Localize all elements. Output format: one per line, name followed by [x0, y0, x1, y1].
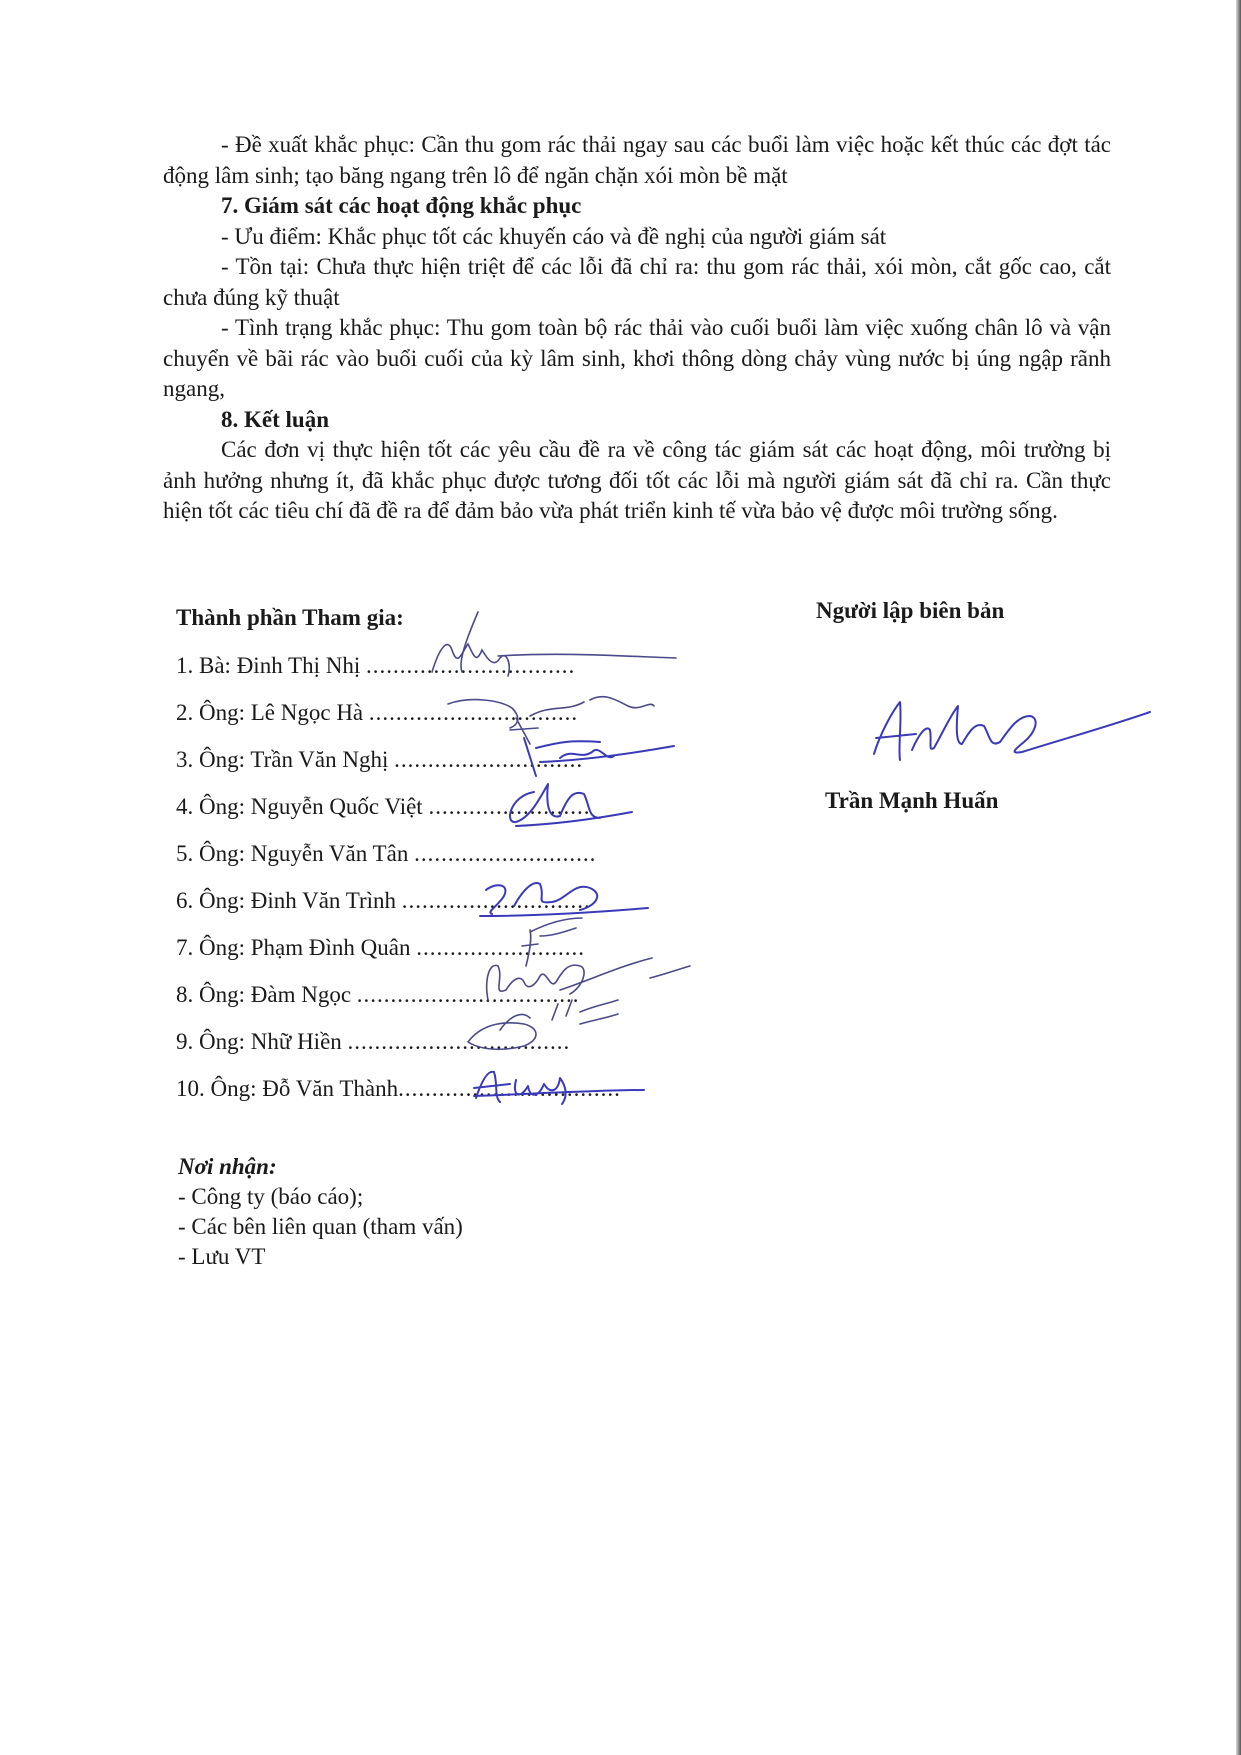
participant-row: [176, 783, 696, 830]
participant-row: [176, 689, 696, 736]
reporter-title: Người lập biên bản: [816, 598, 1005, 623]
participant-row: [176, 736, 696, 783]
participant-row: [176, 1065, 696, 1112]
paragraph-remediation-proposal: - Đề xuất khắc phục: Cần thu gom rác thải ngay sau các buổi làm việc hoặc kết thúc các đợt tác động lâm sinh; tạo băng ngang trên lô để ngăn chặn xói mòn bề mặt: [163, 132, 1111, 188]
signature-line: ...............................: [368, 700, 579, 725]
signature-reporter: [874, 702, 1150, 760]
participant-name: 10. Ông: Đỗ Văn Thành: [176, 1076, 399, 1101]
participants-title: Thành phần Tham gia:: [176, 605, 404, 630]
participant-name: 9. Ông: Nhữ Hiền: [176, 1029, 348, 1054]
scan-edge-shadow: [1236, 0, 1241, 1755]
participant-name: 6. Ông: Đinh Văn Trình: [176, 888, 402, 913]
participant-name: 5. Ông: Nguyễn Văn Tân: [176, 841, 415, 866]
participant-name: 7. Ông: Phạm Đình Quân: [176, 935, 417, 960]
report-body: [163, 130, 1111, 527]
signature-line: ............................: [401, 888, 591, 913]
participant-name: 3. Ông: Trần Văn Nghị: [176, 747, 395, 772]
signature-line: ...............................: [365, 653, 576, 678]
participant-name: 4. Ông: Nguyễn Quốc Việt: [176, 794, 429, 819]
recipient-item: - Công ty (báo cáo);: [178, 1184, 364, 1209]
signature-line: .................................: [398, 1076, 621, 1101]
participant-row: [176, 1018, 696, 1065]
participant-row: [176, 642, 696, 689]
participant-name: 2. Ông: Lê Ngọc Hà: [176, 700, 369, 725]
participant-row: [176, 877, 696, 924]
paragraph-strengths: - Ưu điểm: Khắc phục tốt các khuyến cáo và đề nghị của người giám sát: [221, 223, 887, 249]
participant-name: 8. Ông: Đàm Ngọc: [176, 982, 357, 1007]
participant-row: [176, 971, 696, 1018]
participants-block: [176, 598, 696, 1112]
participant-name: 1. Bà: Đinh Thị Nhị: [176, 653, 366, 678]
paragraph-conclusion: Các đơn vị thực hiện tốt các yêu cầu đề ra về công tác giám sát các hoạt động, môi trường bị ảnh hưởng nhưng ít, đã khắc phục được tương đối tốt các lỗi mà người giám sát đã chỉ ra. Cần thực hiện tốt các tiêu chí đã đề ra để đảm bảo vừa phát triển kinh tế vừa bảo vệ được môi trường sống.: [163, 437, 1111, 523]
heading-monitoring-remediation: 7. Giám sát các hoạt động khắc phục: [221, 193, 582, 218]
signature-line: ............................: [394, 747, 584, 772]
heading-conclusion: 8. Kết luận: [221, 406, 329, 432]
paragraph-shortcomings: - Tồn tại: Chưa thực hiện triệt để các lỗi đã chỉ ra: thu gom rác thải, xói mòn, cắt gốc cao, cắt chưa đúng kỹ thuật: [163, 254, 1111, 310]
recipients-block: [178, 1152, 463, 1272]
recipients-title: Nơi nhận:: [178, 1154, 277, 1179]
recipient-item: - Các bên liên quan (tham vấn): [178, 1214, 463, 1239]
signature-line: .................................: [356, 982, 580, 1007]
participant-row: [176, 924, 696, 971]
paragraph-remediation-status: - Tình trạng khắc phục: Thu gom toàn bộ rác thải vào cuối buổi làm việc xuống chân lô và vận chuyển về bãi rác vào buổi cuối của kỳ lâm sinh, khơi thông dòng chảy vùng nước bị úng ngập rãnh ngang,: [163, 315, 1111, 401]
recipient-item: - Lưu VT: [178, 1244, 266, 1269]
signature-line: ...........................: [414, 841, 597, 866]
signature-line: ........................: [428, 794, 591, 819]
signature-line: .........................: [416, 935, 585, 960]
signature-line: .................................: [347, 1029, 571, 1054]
participant-row: [176, 830, 696, 877]
reporter-name: Trần Mạnh Huấn: [825, 788, 999, 813]
